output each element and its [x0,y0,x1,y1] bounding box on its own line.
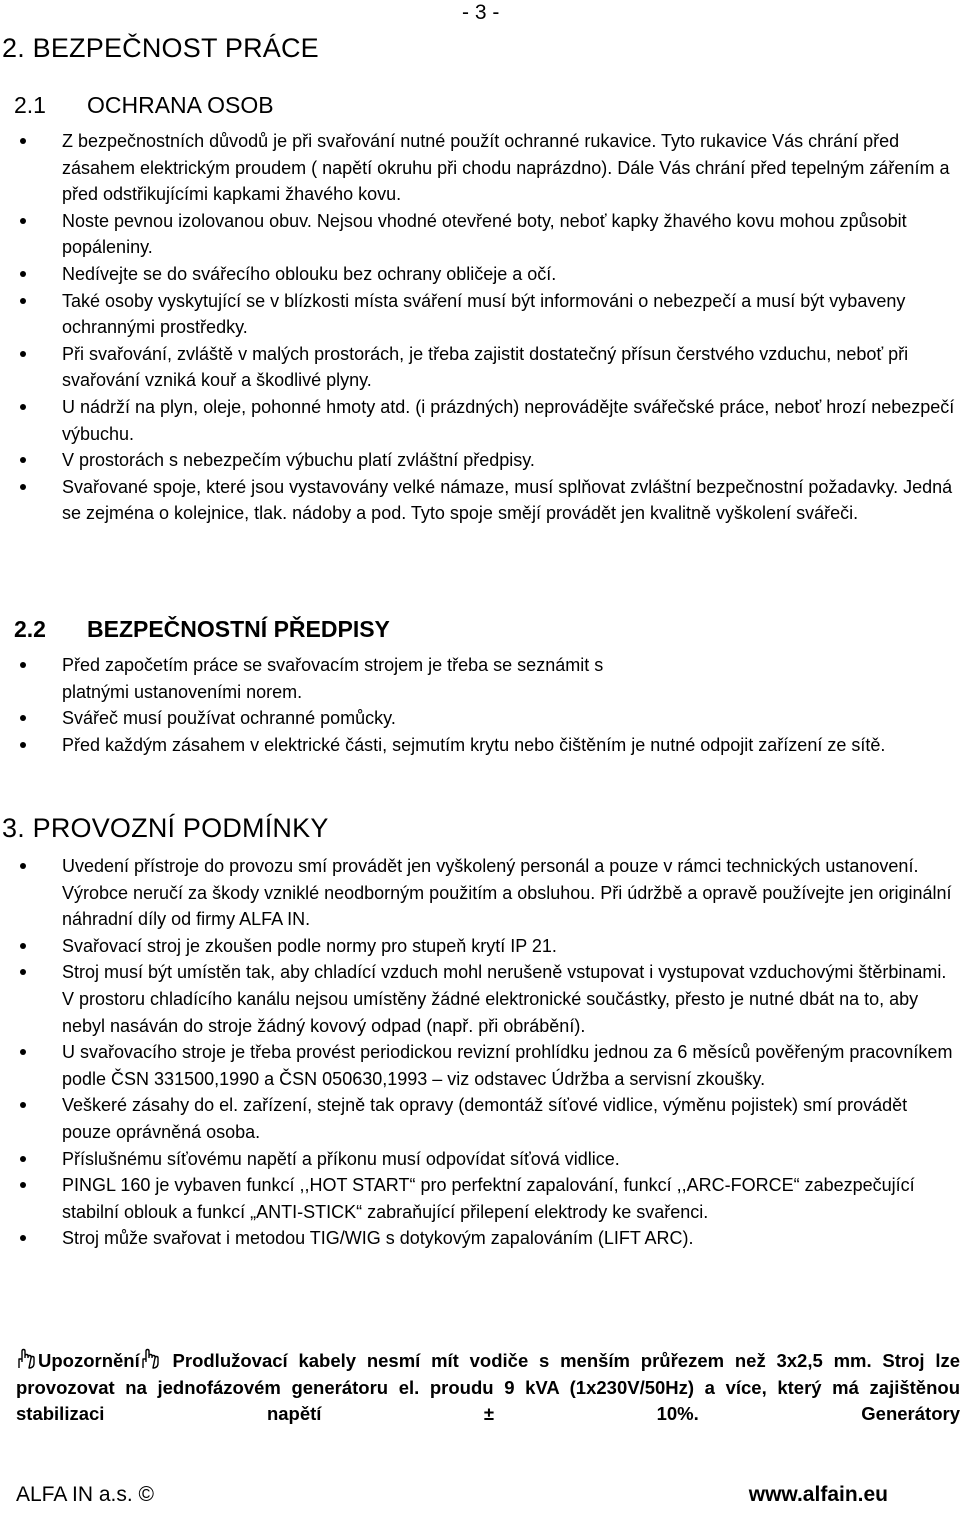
warning-text: Prodlužovací kabely nesmí mít vodiče s menším průřezem než 3x2,5 mm. Stroj lze provozovat na jednofázovém generátoru el. proudu 9 kVA (1x230V/50Hz) a více, který má zajištěnou stabilizaci napětí ± 10%. Generátory [16,1350,960,1425]
bullet-icon [20,271,26,277]
list-item-text: Veškeré zásahy do el. zařízení, stejně tak opravy (demontáž síťové vidlice, výměnu pojistek) smí provádět pouze oprávněná osoba. [62,1095,908,1142]
list-item-text: Uvedení přístroje do provozu smí provádět jen vyškolený personál a pouze v rámci technických ustanovení. Výrobce neručí za škody vzniklé neodborným použitím a obsluhou. Při údržbě a opravě používejte jen originální náhradní díly od firmy ALFA IN. [62,856,952,930]
list-item-text: U nádrží na plyn, oleje, pohonné hmoty atd. (i prázdných) neprovádějte svářečské práce, neboť hrozí nebezpečí výbuchu. [62,396,955,444]
list-item-text: Svářeč musí používat ochranné pomůcky. [62,708,396,729]
list-item [0,1039,960,1092]
list-item [0,1146,960,1173]
subsection-2-2-title: BEZPEČNOSTNÍ PŘEDPISY [87,616,390,642]
subsection-2-1-title: OCHRANA OSOB [87,92,274,118]
bullet-icon [20,298,26,304]
pointing-hand-icon-2 [140,1348,162,1370]
warning-label: Upozornění [38,1350,140,1371]
list-item [0,1225,960,1252]
list-item-text: Noste pevnou izolovanou obuv. Nejsou vhodné otevřené boty, neboť kapky žhavého kovu mohou způsobit popáleniny. [62,210,907,258]
footer-website: www.alfain.eu [748,1483,888,1506]
list-item [0,1092,960,1145]
footer-company: ALFA IN a.s. © [16,1483,155,1506]
list-item-text: PINGL 160 je vybaven funkcí ,,HOT START“ pro perfektní zapalování, funkcí ,,ARC-FORCE“ zabezpečující stabilní oblouk a funkcí „ANTI-STICK“ zabraňující přilepení elektrody ke svařenci. [62,1175,915,1222]
list-item [0,288,960,341]
bullet-icon [20,943,26,949]
list-item [0,447,960,474]
list-item-text: Nedívejte se do svářecího oblouku bez ochrany obličeje a očí. [62,263,557,284]
bullet-icon [20,1235,26,1241]
list-item-text: V prostorách s nebezpečím výbuchu platí zvláštní předpisy. [62,450,535,471]
bullet-icon [20,1156,26,1162]
protection-list [0,128,960,527]
list-item [0,652,960,705]
bullet-icon [20,742,26,748]
subsection-2-2-number: 2.2 [14,616,46,642]
section-2-title: 2. BEZPEČNOST PRÁCE [2,33,319,63]
bullet-icon [20,484,26,490]
bullet-icon [20,1102,26,1108]
bullet-icon [20,969,26,975]
bullet-icon [20,1182,26,1188]
bullet-icon [20,404,26,410]
list-item-text: U svařovacího stroje je třeba provést periodickou revizní prohlídku jednou za 6 měsíců pověřeným pracovníkem podle ČSN 331500,1990 a ČSN 050630,1993 – viz odstavec Údržba a servisní zkoušky. [62,1042,953,1089]
page-number: - 3 - [462,1,500,24]
list-item-text: Před každým zásahem v elektrické části, sejmutím krytu nebo čištěním je nutné odpojit zařízení ze sítě. [62,734,886,755]
list-item-text: Stroj musí být umístěn tak, aby chladící vzduch mohl nerušeně vstupovat i vystupovat vzduchovými štěrbinami. V prostoru chladícího kanálu nejsou umístěny žádné elektronické součástky, přesto je nutné dbát na to, aby nebyl nasáván do stroje žádný kovový odpad (např. při obrábění). [62,962,947,1036]
pointing-hand-icon [16,1348,38,1370]
list-item [0,128,960,208]
list-item-text: Svařované spoje, které jsou vystavovány velké námaze, musí splňovat zvláštní bezpečnostní požadavky. Jedná se zejména o kolejnice, tlak. nádoby a pod. Tyto spoje smějí provádět jen kvalitně vyškolení svářeči. [62,476,953,524]
list-item-text: Také osoby vyskytující se v blízkosti místa sváření musí být informováni o nebezpečí a musí být vybaveny ochrannými prostředky. [62,290,906,338]
subsection-2-1-heading [14,91,274,119]
list-item [0,394,960,447]
operating-conditions-list [0,853,960,1252]
list-item-text: Stroj může svařovat i metodou TIG/WIG s dotykovým zapalováním (LIFT ARC). [62,1228,694,1249]
bullet-icon [20,218,26,224]
bullet-icon [20,863,26,869]
list-item-text: Při svařování, zvláště v malých prostorách, je třeba zajistit dostatečný přísun čerstvého vzduchu, neboť při svařování vzniká kouř a škodlivé plyny. [62,343,909,391]
bullet-icon [20,1049,26,1055]
list-item [0,732,960,759]
list-item [0,853,960,933]
list-item [0,705,960,732]
bullet-icon [20,138,26,144]
bullet-icon [20,351,26,357]
bullet-icon [20,662,26,668]
list-item-text: Před započetím práce se svařovacím strojem je třeba se seznámit s platnými ustanoveními norem. [62,655,604,702]
list-item [0,1172,960,1225]
list-item [0,341,960,394]
bullet-icon [20,457,26,463]
bullet-icon [20,715,26,721]
list-item-text: Svařovací stroj je zkoušen podle normy pro stupeň krytí IP 21. [62,935,557,956]
subsection-2-2-heading [14,615,390,643]
list-item [0,208,960,261]
safety-rules-list [0,652,960,758]
list-item-text: Příslušnému síťovému napětí a příkonu musí odpovídat síťová vidlice. [62,1148,620,1169]
list-item [0,474,960,527]
section-3-title: 3. PROVOZNÍ PODMÍNKY [2,813,329,843]
list-item [0,959,960,1039]
warning-paragraph [16,1348,960,1428]
list-item [0,261,960,288]
list-item-text: Z bezpečnostních důvodů je při svařování nutné použít ochranné rukavice. Tyto rukavice Vás chrání před zásahem elektrickým proudem ( napětí okruhu při chodu naprázdno). Dále Vás chrání před tepelným zářením a před odstřikujícími kapkami žhavého kovu. [62,131,950,205]
subsection-2-1-number: 2.1 [14,92,46,118]
list-item [0,933,960,960]
